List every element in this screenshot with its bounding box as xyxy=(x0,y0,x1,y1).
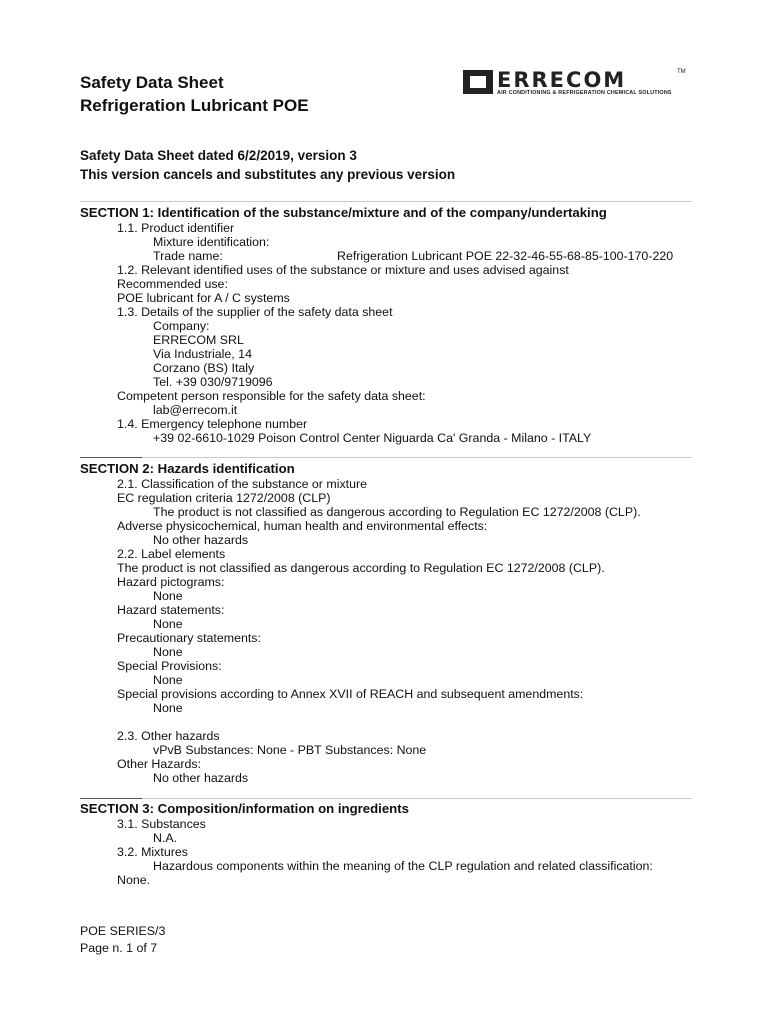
section2-title: SECTION 2: Hazards identification xyxy=(80,461,295,476)
s1-recommended-use: Recommended use: xyxy=(117,277,228,291)
document-title: Safety Data Sheet xyxy=(80,73,224,92)
footer-page-number: Page n. 1 of 7 xyxy=(80,941,158,955)
s2-no-other-hazards-2: No other hazards xyxy=(153,771,249,785)
s1-emergency-label: 1.4. Emergency telephone number xyxy=(117,417,308,431)
s3-substances: 3.1. Substances xyxy=(117,817,206,831)
s2-adverse-effects: Adverse physicochemical, human health and environmental effects: xyxy=(117,519,488,533)
s2-special-provisions: Special Provisions: xyxy=(117,659,222,673)
s2-none-5: None xyxy=(153,701,183,715)
s1-mixture-identification: Mixture identification: xyxy=(153,235,270,249)
section1-title: SECTION 1: Identification of the substance/mixture and of the company/undertaking xyxy=(80,205,607,220)
s1-trade-name-label: Trade name: xyxy=(153,249,223,263)
s1-company-label: Company: xyxy=(153,319,210,333)
s2-precautionary: Precautionary statements: xyxy=(117,631,261,645)
logo-square-icon xyxy=(463,70,493,94)
s1-supplier-details: 1.3. Details of the supplier of the safety data sheet xyxy=(117,305,393,319)
sds-cancels-note: This version cancels and substitutes any previous version xyxy=(80,167,456,182)
section-divider xyxy=(80,201,692,202)
s1-address-street: Via Industriale, 14 xyxy=(153,347,252,361)
s1-email: lab@errecom.it xyxy=(153,403,238,417)
s3-mixtures: 3.2. Mixtures xyxy=(117,845,188,859)
s2-hazard-pictograms: Hazard pictograms: xyxy=(117,575,225,589)
s1-use-value: POE lubricant for A / C systems xyxy=(117,291,290,305)
logo-wordmark: ERRECOM xyxy=(497,68,627,92)
s2-no-other-hazards-1: No other hazards xyxy=(153,533,249,547)
s2-other-hazards: 2.3. Other hazards xyxy=(117,729,220,743)
section3-title: SECTION 3: Composition/information on ingredients xyxy=(80,801,409,816)
s2-not-classified-2: The product is not classified as dangerous according to Regulation EC 1272/2008 (CLP). xyxy=(117,561,605,575)
s2-none-2: None xyxy=(153,617,183,631)
s1-competent-person: Competent person responsible for the safety data sheet: xyxy=(117,389,426,403)
s2-classification: 2.1. Classification of the substance or mixture xyxy=(117,477,367,491)
s1-product-identifier: 1.1. Product identifier xyxy=(117,221,235,235)
s3-none: None. xyxy=(117,873,151,887)
s1-emergency-number: +39 02-6610-1029 Poison Control Center Niguarda Ca' Granda - Milano - ITALY xyxy=(153,431,592,445)
section-divider-accent xyxy=(80,798,142,799)
sds-date-version: Safety Data Sheet dated 6/2/2019, version 3 xyxy=(80,148,357,163)
s2-label-elements: 2.2. Label elements xyxy=(117,547,226,561)
s2-hazard-statements: Hazard statements: xyxy=(117,603,225,617)
logo-trademark: TM xyxy=(677,69,686,75)
s2-not-classified-1: The product is not classified as dangerous according to Regulation EC 1272/2008 (CLP). xyxy=(153,505,641,519)
logo-tagline: AIR CONDITIONING & REFRIGERATION CHEMICAL SOLUTIONS xyxy=(497,90,672,96)
section-divider-accent xyxy=(80,457,142,458)
section-divider xyxy=(142,798,692,799)
s2-none-1: None xyxy=(153,589,183,603)
s2-none-4: None xyxy=(153,673,183,687)
s2-ec-regulation: EC regulation criteria 1272/2008 (CLP) xyxy=(117,491,331,505)
s1-telephone: Tel. +39 030/9719096 xyxy=(153,375,273,389)
document-subtitle: Refrigeration Lubricant POE xyxy=(80,96,309,115)
s2-vpvb: vPvB Substances: None - PBT Substances: None xyxy=(153,743,427,757)
s2-none-3: None xyxy=(153,645,183,659)
section-divider xyxy=(142,457,692,458)
s1-trade-name-value: Refrigeration Lubricant POE 22-32-46-55-68-85-100-170-220 xyxy=(337,249,674,263)
s2-annex: Special provisions according to Annex XVII of REACH and subsequent amendments: xyxy=(117,687,584,701)
s3-hazardous-components: Hazardous components within the meaning of the CLP regulation and related classification: xyxy=(153,859,653,873)
errecom-logo xyxy=(463,70,685,98)
s2-other-hazards-label: Other Hazards: xyxy=(117,757,202,771)
s1-address-city: Corzano (BS) Italy xyxy=(153,361,255,375)
s3-na: N.A. xyxy=(153,831,178,845)
s1-company-name: ERRECOM SRL xyxy=(153,333,244,347)
footer-series: POE SERIES/3 xyxy=(80,924,166,938)
s1-relevant-uses: 1.2. Relevant identified uses of the substance or mixture and uses advised against xyxy=(117,263,569,277)
